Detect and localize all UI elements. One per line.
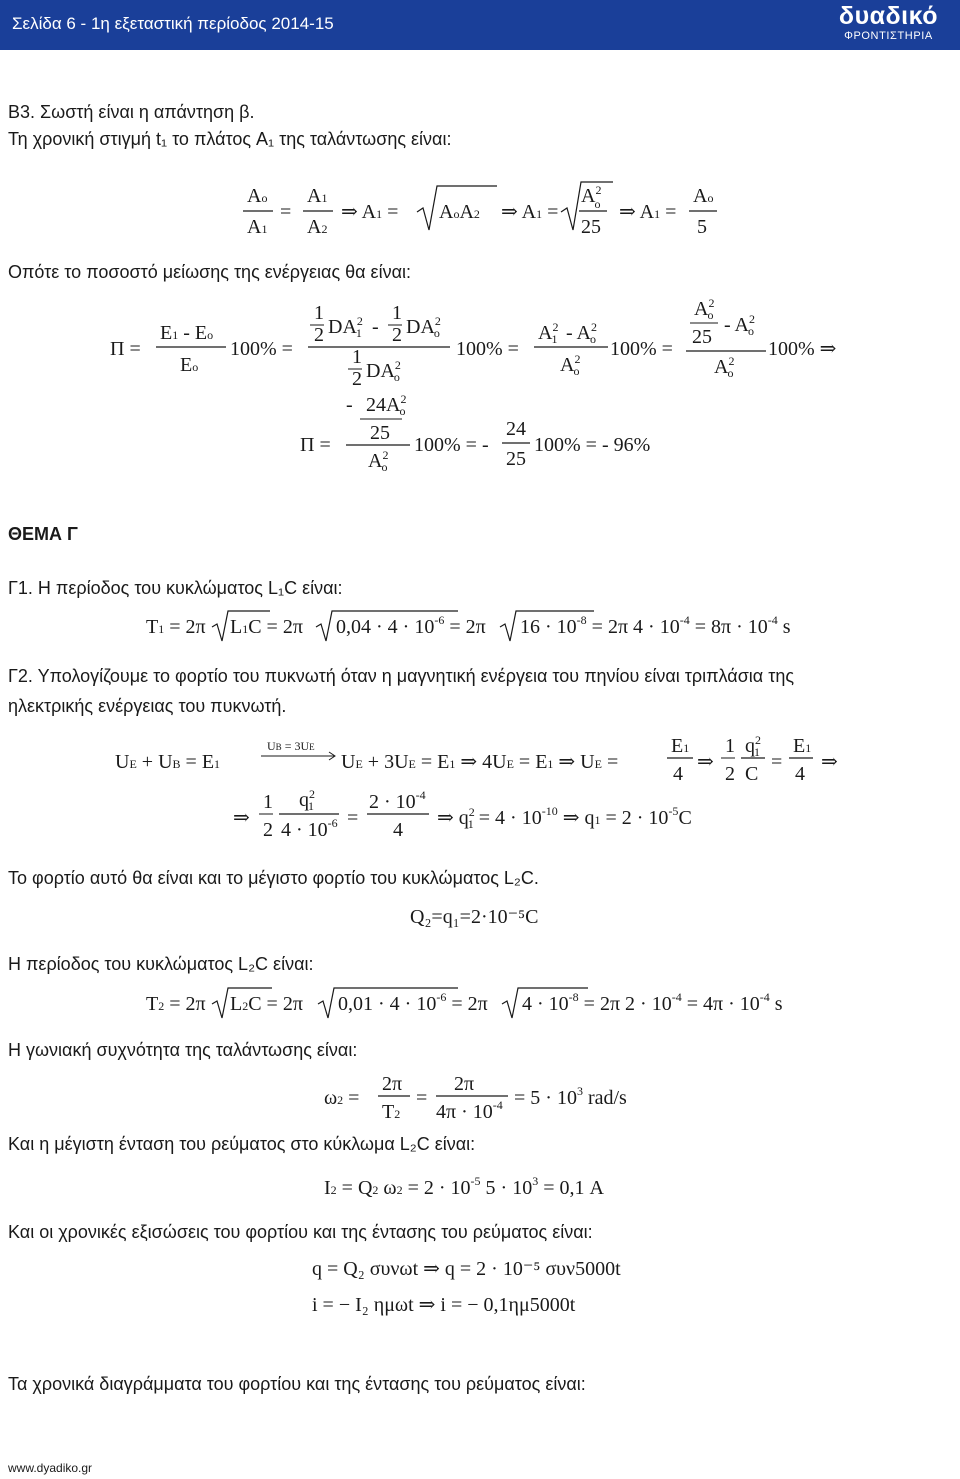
svg-text:q21: $q^2$ 1 (745, 733, 761, 759)
g2-line2: ηλεκτρικής ενέργειας του πυκνωτή. (8, 696, 287, 716)
svg-text:=: = (347, 807, 359, 829)
svg-text:I2 = Q2 ω2 = 2 · 10-5 5 · 103: I2 = Q2 $\omega 2 = 2 \cdot 10^{-5}$ $5 \cdot 10^3 = 0,1$ A (324, 1174, 604, 1199)
svg-text:1: 1 (314, 302, 324, 324)
svg-text:A2o: $A^2$ o (581, 183, 602, 211)
q-equation: q = Q₂ συνωt ⇒ q = 2 · 10⁻⁵ συν5000t (312, 1258, 621, 1280)
svg-text:1: 1 (725, 735, 735, 757)
svg-text:4 · 10-8 = 2π 2 · 10-4 = 4π ·: $4 \cdot 10^{-8} = 2\pi$ $2 \cdot 10^{-4} = 4\pi \cdot 10^{-4}$ s (522, 990, 783, 1015)
diagrams-text: Τα χρονικά διαγράμματα του φορτίου και της έντασης του ρεύματος είναι: (8, 1374, 586, 1394)
svg-text:0,01 · 4 · 10-6 = 2π: $0,01 \cdot 4 \cdot 10^{-6} = 2\pi$ (338, 990, 488, 1015)
omega-text: Η γωνιακή συχνότητα της ταλάντωσης είναι: (8, 1040, 358, 1060)
svg-text:DA21: $DA^2$ 1 (328, 314, 363, 340)
svg-text:0,04 · 4 · 10-6 = 2π: $0,04 \cdot 4 \cdot 10^{-6} = 2\pi$ (336, 613, 486, 638)
svg-text:2: 2 (314, 324, 324, 346)
svg-text:⇒: ⇒ (233, 807, 250, 829)
svg-text:2: 2 (725, 763, 735, 785)
svg-text:4: 4 (673, 763, 683, 785)
svg-text:UB = 3UE: UB = 3UE (267, 739, 315, 753)
svg-text:E1 - Eo: E1 - Eo (160, 322, 214, 344)
b3-answer: Β3. Σωστή είναι η απάντηση β. (8, 102, 255, 122)
svg-text:A2: A2 (307, 216, 328, 238)
svg-text:1: 1 (392, 302, 402, 324)
svg-text:DA2o: $DA^2$ o (366, 358, 401, 384)
svg-text:2: 2 (352, 368, 362, 390)
svg-text:A1: A1 (247, 216, 268, 238)
page-header (0, 0, 960, 50)
svg-text:T2: T2 (382, 1101, 401, 1123)
svg-text:25: 25 (692, 326, 712, 348)
svg-text:⇒ A1 =: ⇒ A1 = (501, 201, 559, 223)
svg-text:⇒: ⇒ (821, 751, 838, 773)
svg-text:L2C = 2π: L2C = 2π (230, 993, 303, 1015)
logo-title: δυαδικό (838, 2, 938, 30)
amplitude-equation (235, 180, 735, 250)
svg-text:100% =: 100% = (610, 338, 673, 360)
svg-text:-: - (346, 394, 353, 416)
svg-text:- A2o: - $A^2$ o (566, 320, 597, 346)
svg-text:= 5 · 103 rad/s: = $5 \cdot 10^3$ rad/s (514, 1084, 627, 1109)
svg-text:A21: $A^2$ 1 (538, 320, 559, 346)
svg-text:⇒ A1 =: ⇒ A1 = (619, 201, 677, 223)
current-text: Και η μέγιστη ένταση του ρεύματος στο κύκλωμα L₂C είναι: (8, 1134, 476, 1154)
svg-text:UE + 3UE = E1 ⇒ 4UE = E1 ⇒ UE: UE + 3UE = E1 ⇒ 4UE = E1 ⇒ UE = (341, 751, 619, 773)
svg-text:DA2o: $DA^2$ o (406, 314, 441, 340)
equations-text: Και οι χρονικές εξισώσεις του φορτίου και της έντασης του ρεύματος είναι: (8, 1222, 593, 1242)
omega-equation (318, 1068, 678, 1128)
svg-text:5: 5 (697, 216, 707, 238)
period-t2-equation (140, 982, 830, 1022)
g1-text: Γ1. Η περίοδος του κυκλώματος L₁C είναι: (8, 578, 343, 598)
svg-text:25: 25 (506, 448, 526, 470)
svg-text:2: 2 (263, 819, 273, 841)
theme-title: ΘΕΜΑ Γ (8, 524, 78, 544)
percent-equation (110, 295, 860, 480)
svg-text:T1 = 2π: T1 = 2π (146, 616, 206, 638)
b3-intro: Τη χρονική στιγμή t₁ το πλάτος A₁ της ταλάντωσης είναι: (8, 129, 452, 149)
svg-text:A2o: $A^2$ o (694, 296, 715, 322)
svg-text:A2o: $A^2$ o (560, 352, 581, 378)
period-t1-equation (140, 605, 830, 645)
svg-text:ω2 =: ω2 = (324, 1087, 360, 1109)
svg-text:⇒ q21 = 4 · 10-10 ⇒ q1 = 2 · 1: ⇒ $q^2$ $1 = 4 \cdot 10^{-10}$ ⇒ $q1 = 2 \cdot 10^{-5}C$ (437, 804, 692, 831)
svg-text:⇒ A1 =: ⇒ A1 = (341, 201, 399, 223)
svg-text:UE + UB = E1: UE + UB = E1 (115, 751, 221, 773)
svg-text:100% = - 96%: 100% = - 96% (534, 434, 651, 456)
svg-text:-: - (372, 316, 379, 338)
logo (839, 3, 938, 43)
svg-text:24A2o: $24A^2$ o (366, 392, 407, 418)
svg-text:4: 4 (393, 819, 403, 841)
svg-text:100% ⇒: 100% ⇒ (768, 338, 837, 360)
svg-text:1: 1 (263, 791, 273, 813)
svg-text:- A2o: - $A^2$ o (724, 312, 755, 338)
svg-text:4 · 10-6: $4 \cdot 10^{-6}$ (281, 816, 338, 841)
svg-text:⇒: ⇒ (697, 751, 714, 773)
svg-text:25: 25 (581, 216, 601, 238)
svg-text:2π: 2π (382, 1073, 403, 1095)
svg-text:A2o: $A^2$ o (368, 448, 389, 474)
svg-text:Π =: Π = (300, 434, 331, 456)
svg-text:A2o: $A^2$ o (714, 354, 735, 380)
svg-text:1: 1 (352, 346, 362, 368)
svg-text:T2 = 2π: T2 = 2π (146, 993, 206, 1015)
svg-text:100% =: 100% = (456, 338, 519, 360)
svg-text:2π: 2π (454, 1073, 475, 1095)
svg-text:100% = -: 100% = - (414, 434, 489, 456)
logo-subtitle: ΦΡΟΝΤΙΣΤΗΡΙΑ (844, 30, 933, 42)
svg-text:E1: E1 (793, 735, 812, 757)
percent-intro: Οπότε το ποσοστό μείωσης της ενέργειας θα είναι: (8, 262, 411, 282)
charge-equation (115, 728, 855, 843)
svg-text:24: 24 (506, 418, 526, 440)
svg-text:Π =: Π = (110, 338, 141, 360)
svg-text:q21: $q^2$ 1 (299, 787, 315, 813)
svg-text:25: 25 (370, 422, 390, 444)
g2-line1: Γ2. Υπολογίζουμε το φορτίο του πυκνωτή όταν η μαγνητική ενέργεια του πηνίου είναι τριπλάσια της (8, 666, 795, 686)
svg-text:C: C (745, 763, 759, 785)
svg-text:L1C = 2π: L1C = 2π (230, 616, 303, 638)
i-equation: i = − I₂ ημωt ⇒ i = − 0,1ημ5000t (312, 1294, 576, 1316)
svg-text:E1: E1 (671, 735, 690, 757)
svg-text:4π · 10-4: $4\pi \cdot 10^{-4}$ (436, 1098, 503, 1123)
svg-text:16 · 10-8 = 2π 4 · 10-4 = 8π ·: $16 \cdot 10^{-8} = 2\pi$ $4 \cdot 10^{-4} = 8\pi \cdot 10^{-4}$ s (520, 613, 791, 638)
q2-equation: Q₂=q₁=2·10⁻⁵C (410, 906, 539, 928)
svg-text:4: 4 (795, 763, 805, 785)
svg-text:=: = (416, 1087, 428, 1109)
page-info: Σελίδα 6 - 1η εξεταστική περίοδος 2014-15 (12, 14, 334, 33)
period-t2-text: Η περίοδος του κυκλώματος L₂C είναι: (8, 954, 314, 974)
svg-text:Ao: Ao (247, 185, 268, 207)
svg-text:2: 2 (392, 324, 402, 346)
svg-text:2 · 10-4: $2 \cdot 10^{-4}$ (369, 788, 426, 813)
svg-text:Ao: Ao (693, 185, 714, 207)
svg-text:Eo: Eo (180, 354, 199, 376)
charge-text: Το φορτίο αυτό θα είναι και το μέγιστο φορτίο του κυκλώματος L₂C. (8, 868, 539, 888)
footer-url[interactable]: www.dyadiko.gr (8, 1461, 93, 1475)
svg-text:100% =: 100% = (230, 338, 293, 360)
svg-text:AoA2: AoA2 (439, 201, 480, 223)
svg-text:=: = (280, 201, 292, 223)
svg-text:A1: A1 (307, 185, 328, 207)
svg-text:=: = (771, 751, 783, 773)
current-equation (318, 1166, 658, 1206)
